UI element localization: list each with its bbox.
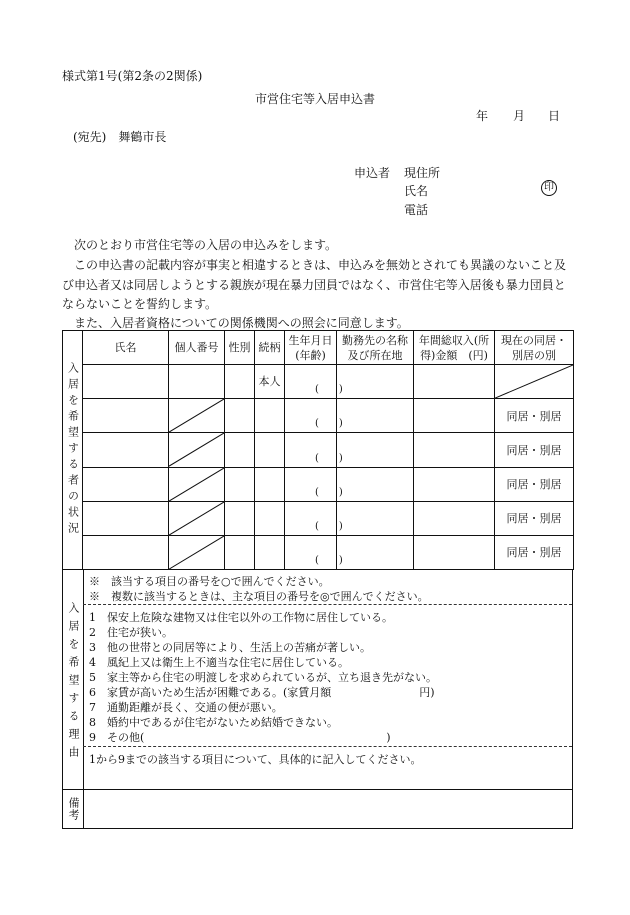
reasons-note-1: ※ 該当する項目の番号を○で囲んでください。 [89,575,330,588]
income-cell[interactable] [414,433,495,467]
divider [83,746,572,747]
declaration-line-1: 次のとおり市営住宅等の入居の申込みをします。 [74,238,338,252]
divider [83,604,572,605]
applicant-role: 申込者 [354,166,391,180]
relation-self: 本人 [255,365,285,399]
page-title: 市営住宅等入居申込書 [254,92,375,106]
birth-cell[interactable]: ( ) [285,365,337,399]
declaration-consent: また、入居者資格についての関係機関への照会に同意します。 [74,316,409,330]
sex-cell[interactable] [225,365,255,399]
household-side-label: 入居を希望する者の状況 [63,331,83,570]
id-number-cell-na [169,433,225,467]
table-row [63,501,574,535]
reason-item-7[interactable]: 7 通勤距離が長く、交通の便が悪い。 [89,701,283,714]
birth-cell[interactable]: ( ) [285,501,337,535]
phone-label: 電話 [404,203,429,217]
name-cell[interactable] [83,433,169,467]
work-cell[interactable] [337,501,414,535]
table-row [63,365,574,399]
relation-cell[interactable] [255,467,285,501]
col-relation: 続柄 [255,331,285,365]
cohab-option[interactable]: 同居・別居 [495,535,574,569]
remarks-area[interactable] [84,790,572,828]
table-row [63,535,574,569]
date-year-label: 年 [476,109,489,123]
income-cell[interactable] [414,501,495,535]
reason-detail-area[interactable] [84,766,572,788]
name-label: 氏名 [404,184,429,198]
col-name: 氏名 [83,331,169,365]
income-cell[interactable] [414,399,495,433]
id-number-cell-na [169,399,225,433]
sex-cell[interactable] [225,399,255,433]
reason-item-9[interactable]: 9 その他( ) [89,731,391,744]
relation-cell[interactable] [255,501,285,535]
household-table [62,330,574,570]
reasons-note-2: ※ 複数に該当するときは、主な項目の番号を◎で囲んでください。 [89,590,429,603]
birth-cell[interactable]: ( ) [285,433,337,467]
table-row [63,399,574,433]
relation-cell[interactable] [255,433,285,467]
table-row [63,433,574,467]
reason-item-8[interactable]: 8 婚約中であるが住宅がないため結婚できない。 [89,716,338,729]
sex-cell[interactable] [225,535,255,569]
sex-cell[interactable] [225,467,255,501]
reason-item-1[interactable]: 1 保安上危険な建物又は住宅以外の工作物に居住している。 [89,611,393,624]
reason-item-6[interactable]: 6 家賃が高いため生活が困難である。(家賃月額 円) [89,686,435,699]
col-birth: 生年月日 (年齢) [285,331,337,365]
cohab-option[interactable]: 同居・別居 [495,467,574,501]
sex-cell[interactable] [225,433,255,467]
work-cell[interactable] [337,365,414,399]
addressee: (宛先) 舞鶴市長 [73,130,167,144]
date-day-label: 日 [548,109,561,123]
income-cell[interactable] [414,365,495,399]
reason-item-5[interactable]: 5 家主等から住宅の明渡しを求められているが、立ち退き先がない。 [89,671,437,684]
name-cell[interactable] [83,535,169,569]
id-number-cell[interactable] [169,365,225,399]
reasons-section [62,570,573,829]
reason-item-3[interactable]: 3 他の世帯との同居等により、生活上の苦痛が著しい。 [89,641,371,654]
income-cell[interactable] [414,467,495,501]
work-cell[interactable] [337,535,414,569]
declaration-oath: この申込書の記載内容が事実と相違するときは、申込みを無効とされても異議のないこと及び申込者又は同居しようとする親族が現在暴力団員ではなく、市営住宅等入居後も暴力団員とならないことを誓約します。 [62,258,567,311]
id-number-cell-na [169,535,225,569]
work-cell[interactable] [337,433,414,467]
col-cohab: 現在の同居・ 別居の別 [495,331,574,365]
name-cell[interactable] [83,399,169,433]
birth-cell[interactable]: ( ) [285,399,337,433]
id-number-cell-na [169,501,225,535]
reasons-side-label: 入居を希望する理由 [67,602,80,764]
relation-cell[interactable] [255,399,285,433]
form-number: 様式第1号(第2条の2関係) [62,69,203,83]
seal-mark: 印 [541,180,557,196]
cohab-option[interactable]: 同居・別居 [495,399,574,433]
cohab-cell-na [495,365,574,399]
id-number-cell-na [169,467,225,501]
reason-item-4[interactable]: 4 風紀上又は衛生上不適当な住宅に居住している。 [89,656,349,669]
table-row [63,467,574,501]
col-id-number: 個人番号 [169,331,225,365]
remarks-label: 備考 [67,797,80,821]
col-income: 年間総収入(所 得)金額 (円) [414,331,495,365]
name-cell[interactable] [83,501,169,535]
cohab-option[interactable]: 同居・別居 [495,501,574,535]
address-label: 現住所 [404,166,441,180]
col-sex: 性別 [225,331,255,365]
col-work: 勤務先の名称 及び所在地 [337,331,414,365]
birth-cell[interactable]: ( ) [285,535,337,569]
income-cell[interactable] [414,535,495,569]
reason-item-2[interactable]: 2 住宅が狭い。 [89,626,173,639]
cohab-option[interactable]: 同居・別居 [495,433,574,467]
work-cell[interactable] [337,467,414,501]
work-cell[interactable] [337,399,414,433]
reason-detail-prompt: 1から9までの該当する項目について、具体的に記入してください。 [89,753,422,766]
name-cell[interactable] [83,467,169,501]
name-cell[interactable] [83,365,169,399]
relation-cell[interactable] [255,535,285,569]
sex-cell[interactable] [225,501,255,535]
birth-cell[interactable]: ( ) [285,467,337,501]
date-month-label: 月 [513,109,526,123]
